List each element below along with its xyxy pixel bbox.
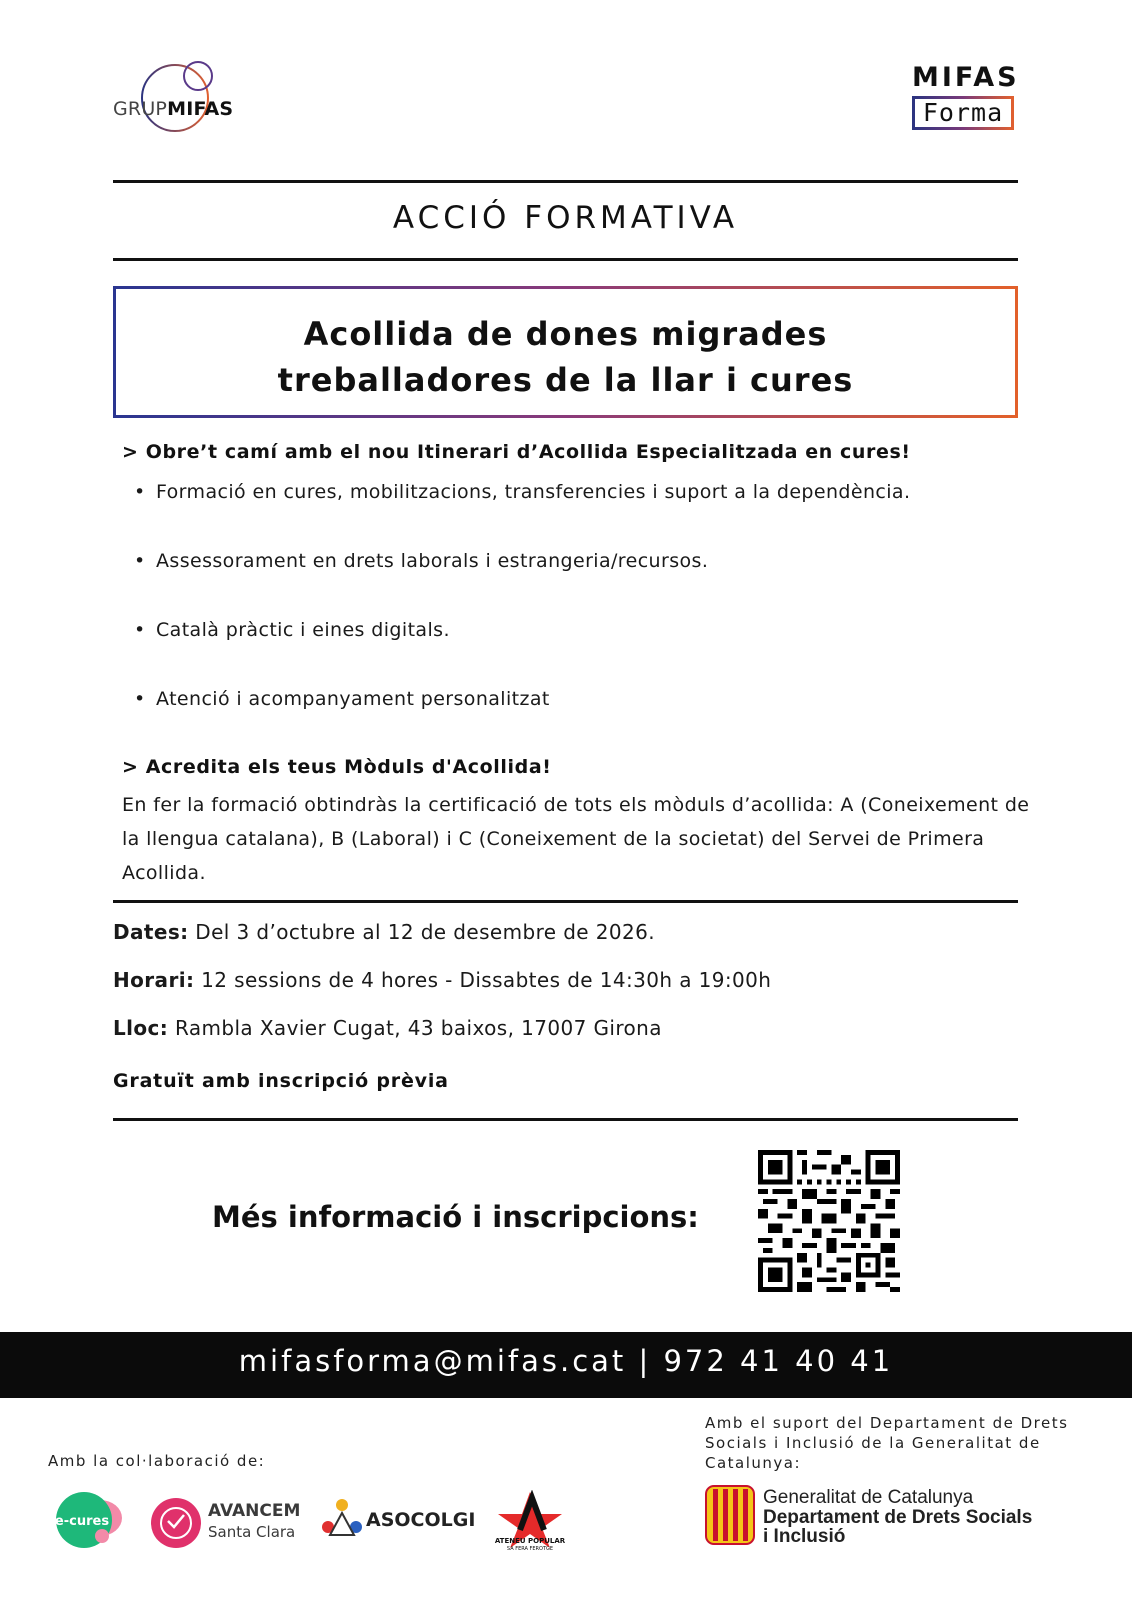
avancem-name: AVANCEM: [208, 1501, 301, 1521]
divider-title: [113, 258, 1018, 261]
divider-top: [113, 180, 1018, 183]
list-item: • Assessorament en drets laborals i estrangeria/recursos.: [134, 550, 708, 572]
list-item: • Atenció i acompanyament personalitzat: [134, 688, 550, 710]
asocolgi-people-icon: [320, 1497, 364, 1543]
ecures-logo-icon: [52, 1488, 124, 1550]
collaboration-label: Amb la col·laboració de:: [48, 1452, 266, 1470]
generalitat-logo: [705, 1485, 1045, 1545]
course-title-line1: Acollida de dones migrades: [303, 315, 828, 353]
contact-bar: [0, 1332, 1132, 1398]
ateneu-star-icon: [490, 1490, 570, 1550]
ateneu-logo: [490, 1490, 570, 1550]
avancem-logo: [150, 1497, 300, 1553]
grupmifas-wordmark: GRUPMIFAS: [113, 98, 234, 120]
more-info-heading: Més informació i inscripcions:: [212, 1200, 699, 1234]
course-title-line2: treballadores de la llar i cures: [277, 361, 854, 399]
list-item: • Formació en cures, mobilitzacions, transferencies i suport a la dependència.: [134, 481, 910, 503]
section-title: ACCIÓ FORMATIVA: [392, 200, 739, 236]
gencat-line2: Departament de Drets Socials: [763, 1507, 1033, 1528]
qr-code[interactable]: [758, 1150, 900, 1292]
gencat-line1: Generalitat de Catalunya: [763, 1487, 974, 1508]
divider-bottom: [113, 1118, 1018, 1121]
gencat-line3: i Inclusió: [763, 1526, 846, 1547]
forma-label: Forma: [922, 98, 1004, 127]
asocolgi-logo: [320, 1497, 475, 1547]
asocolgi-name: ASOCOLGI: [366, 1509, 476, 1531]
avancem-circle-icon: [150, 1497, 202, 1549]
free-note: Gratuït amb inscripció prèvia: [113, 1070, 449, 1092]
avancem-sub: Santa Clara: [208, 1523, 296, 1541]
accredit-lead: > Acredita els teus Mòduls d'Acollida!: [122, 756, 552, 778]
lloc-row: Lloc: Rambla Xavier Cugat, 43 baixos, 17007 Girona: [113, 1016, 662, 1040]
support-label: Amb el suport del Departament de Drets Socials i Inclusió de la Generalitat de Catalunya:: [705, 1414, 1069, 1472]
qr-code-icon: [758, 1150, 900, 1292]
ateneu-name: ATENEU POPULAR: [494, 1537, 566, 1545]
list-item: • Català pràctic i eines digitals.: [134, 619, 450, 641]
mifas-forma-logo-word: MIFAS: [912, 62, 1020, 93]
horari-row: Horari: 12 sessions de 4 hores - Dissabtes de 14:30h a 19:00h: [113, 968, 772, 992]
itinerary-lead: > Obre’t camí amb el nou Itinerari d’Acollida Especialitzada en cures!: [122, 441, 911, 463]
ateneu-sub: SA FERA FEROTGE: [506, 1546, 554, 1550]
accredit-text: En fer la formació obtindràs la certificació de tots els mòduls d’acollida: A (Coneixement de la llengua catalana), B (Laboral) i C (Coneixement de la societat) del Servei de Primera Acollida.: [122, 794, 1030, 884]
course-title-box: [113, 286, 1018, 418]
ecures-text: e-cures: [54, 1514, 110, 1529]
ecures-logo: [52, 1488, 124, 1550]
senyera-icon: [705, 1485, 755, 1545]
divider-details: [113, 900, 1018, 903]
grupmifas-logo: [113, 58, 253, 148]
mifas-forma-logo-box: [912, 96, 1014, 130]
course-title: [116, 311, 1015, 403]
dates-row: Dates: Del 3 d’octubre al 12 de desembre de 2026.: [113, 920, 656, 944]
contact-text[interactable]: mifasforma@mifas.cat | 972 41 40 41: [238, 1344, 894, 1378]
